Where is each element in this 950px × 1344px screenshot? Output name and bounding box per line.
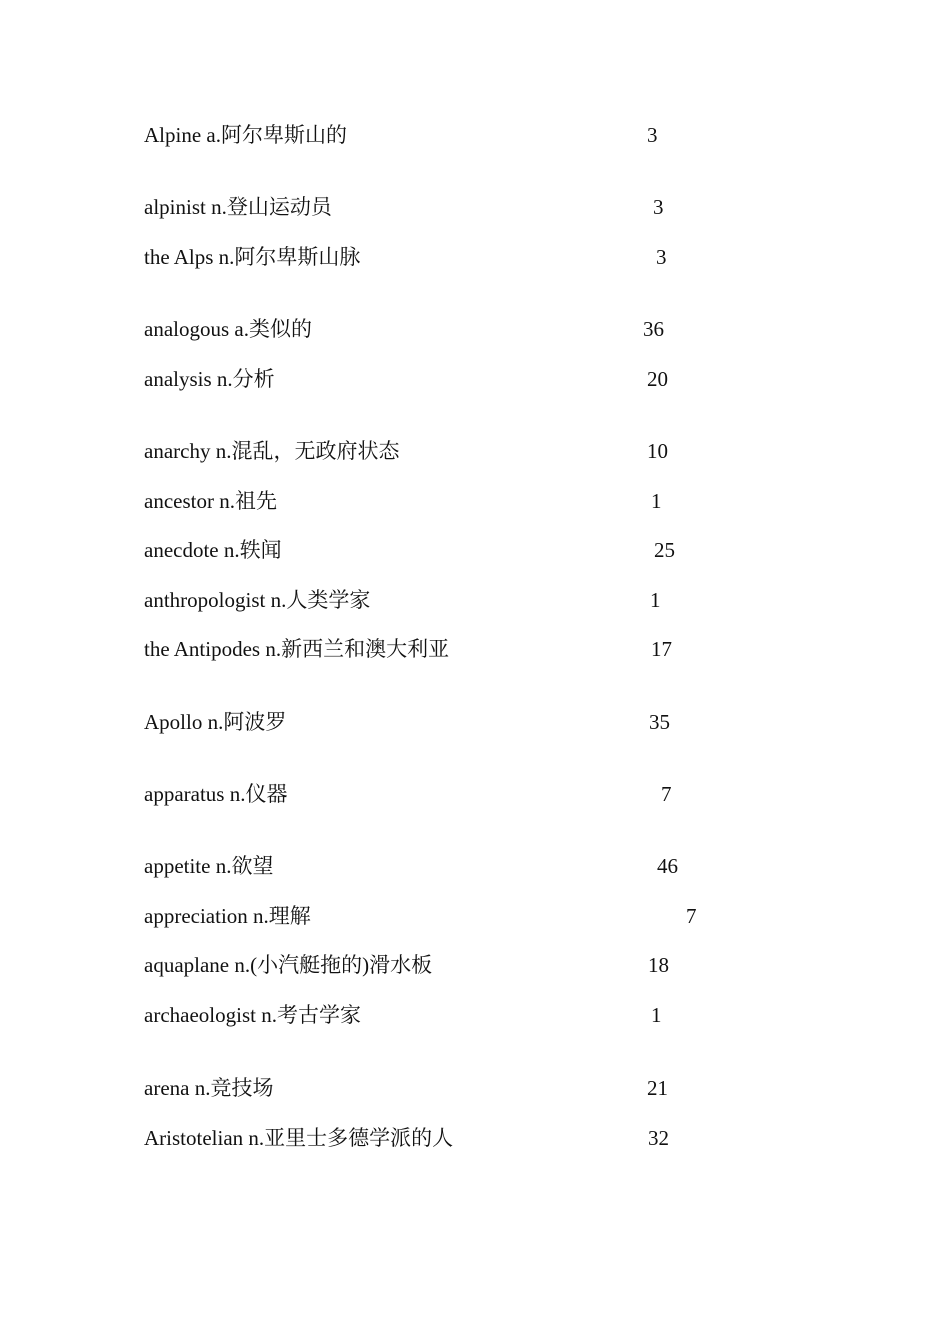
entry-text: apparatus n.仪器 (144, 782, 288, 806)
glossary-entry (144, 435, 864, 467)
glossary-entry (144, 534, 864, 566)
glossary-entry (144, 584, 864, 616)
entry-page-number: 3 (647, 123, 658, 147)
entry-page-number: 36 (643, 317, 664, 341)
glossary-entry (144, 999, 864, 1031)
glossary-entry (144, 1072, 864, 1104)
entry-page-number: 18 (648, 953, 669, 977)
entry-text: appetite n.欲望 (144, 854, 274, 878)
glossary-entry (144, 633, 864, 665)
entry-page-number: 1 (651, 1003, 662, 1027)
glossary-entry (144, 949, 864, 981)
glossary-entry (144, 850, 864, 882)
entry-page-number: 21 (647, 1076, 668, 1100)
entry-text: the Antipodes n.新西兰和澳大利亚 (144, 637, 450, 661)
entry-page-number: 1 (650, 588, 661, 612)
entry-page-number: 17 (651, 637, 672, 661)
entry-page-number: 20 (647, 367, 668, 391)
glossary-entry (144, 191, 864, 223)
entry-page-number: 10 (647, 439, 668, 463)
glossary-entry (144, 119, 864, 151)
entry-text: aquaplane n.(小汽艇拖的)滑水板 (144, 953, 433, 977)
entry-page-number: 46 (657, 854, 678, 878)
glossary-entry (144, 241, 864, 273)
entry-text: ancestor n.祖先 (144, 489, 277, 513)
entry-text: Aristotelian n.亚里士多德学派的人 (144, 1126, 454, 1150)
glossary-entry (144, 485, 864, 517)
entry-page-number: 3 (653, 195, 664, 219)
entry-text: arena n.竞技场 (144, 1076, 274, 1100)
entry-text: appreciation n.理解 (144, 904, 311, 928)
entry-text: the Alps n.阿尔卑斯山脉 (144, 245, 361, 269)
entry-text: analysis n.分析 (144, 367, 275, 391)
entry-page-number: 35 (649, 710, 670, 734)
entry-text: anthropologist n.人类学家 (144, 588, 371, 612)
entry-text: anarchy n.混乱，无政府状态 (144, 439, 400, 463)
entry-page-number: 7 (686, 904, 697, 928)
entry-page-number: 32 (648, 1126, 669, 1150)
entry-text: Alpine a.阿尔卑斯山的 (144, 123, 347, 147)
entry-text: alpinist n.登山运动员 (144, 195, 332, 219)
entry-text: anecdote n.轶闻 (144, 538, 282, 562)
glossary-entry (144, 706, 864, 738)
glossary-entry (144, 900, 864, 932)
glossary-entry (144, 778, 864, 810)
entry-page-number: 3 (656, 245, 667, 269)
glossary-entry (144, 1122, 864, 1154)
entry-page-number: 25 (654, 538, 675, 562)
glossary-entry (144, 363, 864, 395)
entry-text: Apollo n.阿波罗 (144, 710, 287, 734)
glossary-entry (144, 313, 864, 345)
entry-page-number: 7 (661, 782, 672, 806)
entry-text: archaeologist n.考古学家 (144, 1003, 361, 1027)
entry-text: analogous a.类似的 (144, 317, 312, 341)
entry-page-number: 1 (651, 489, 662, 513)
